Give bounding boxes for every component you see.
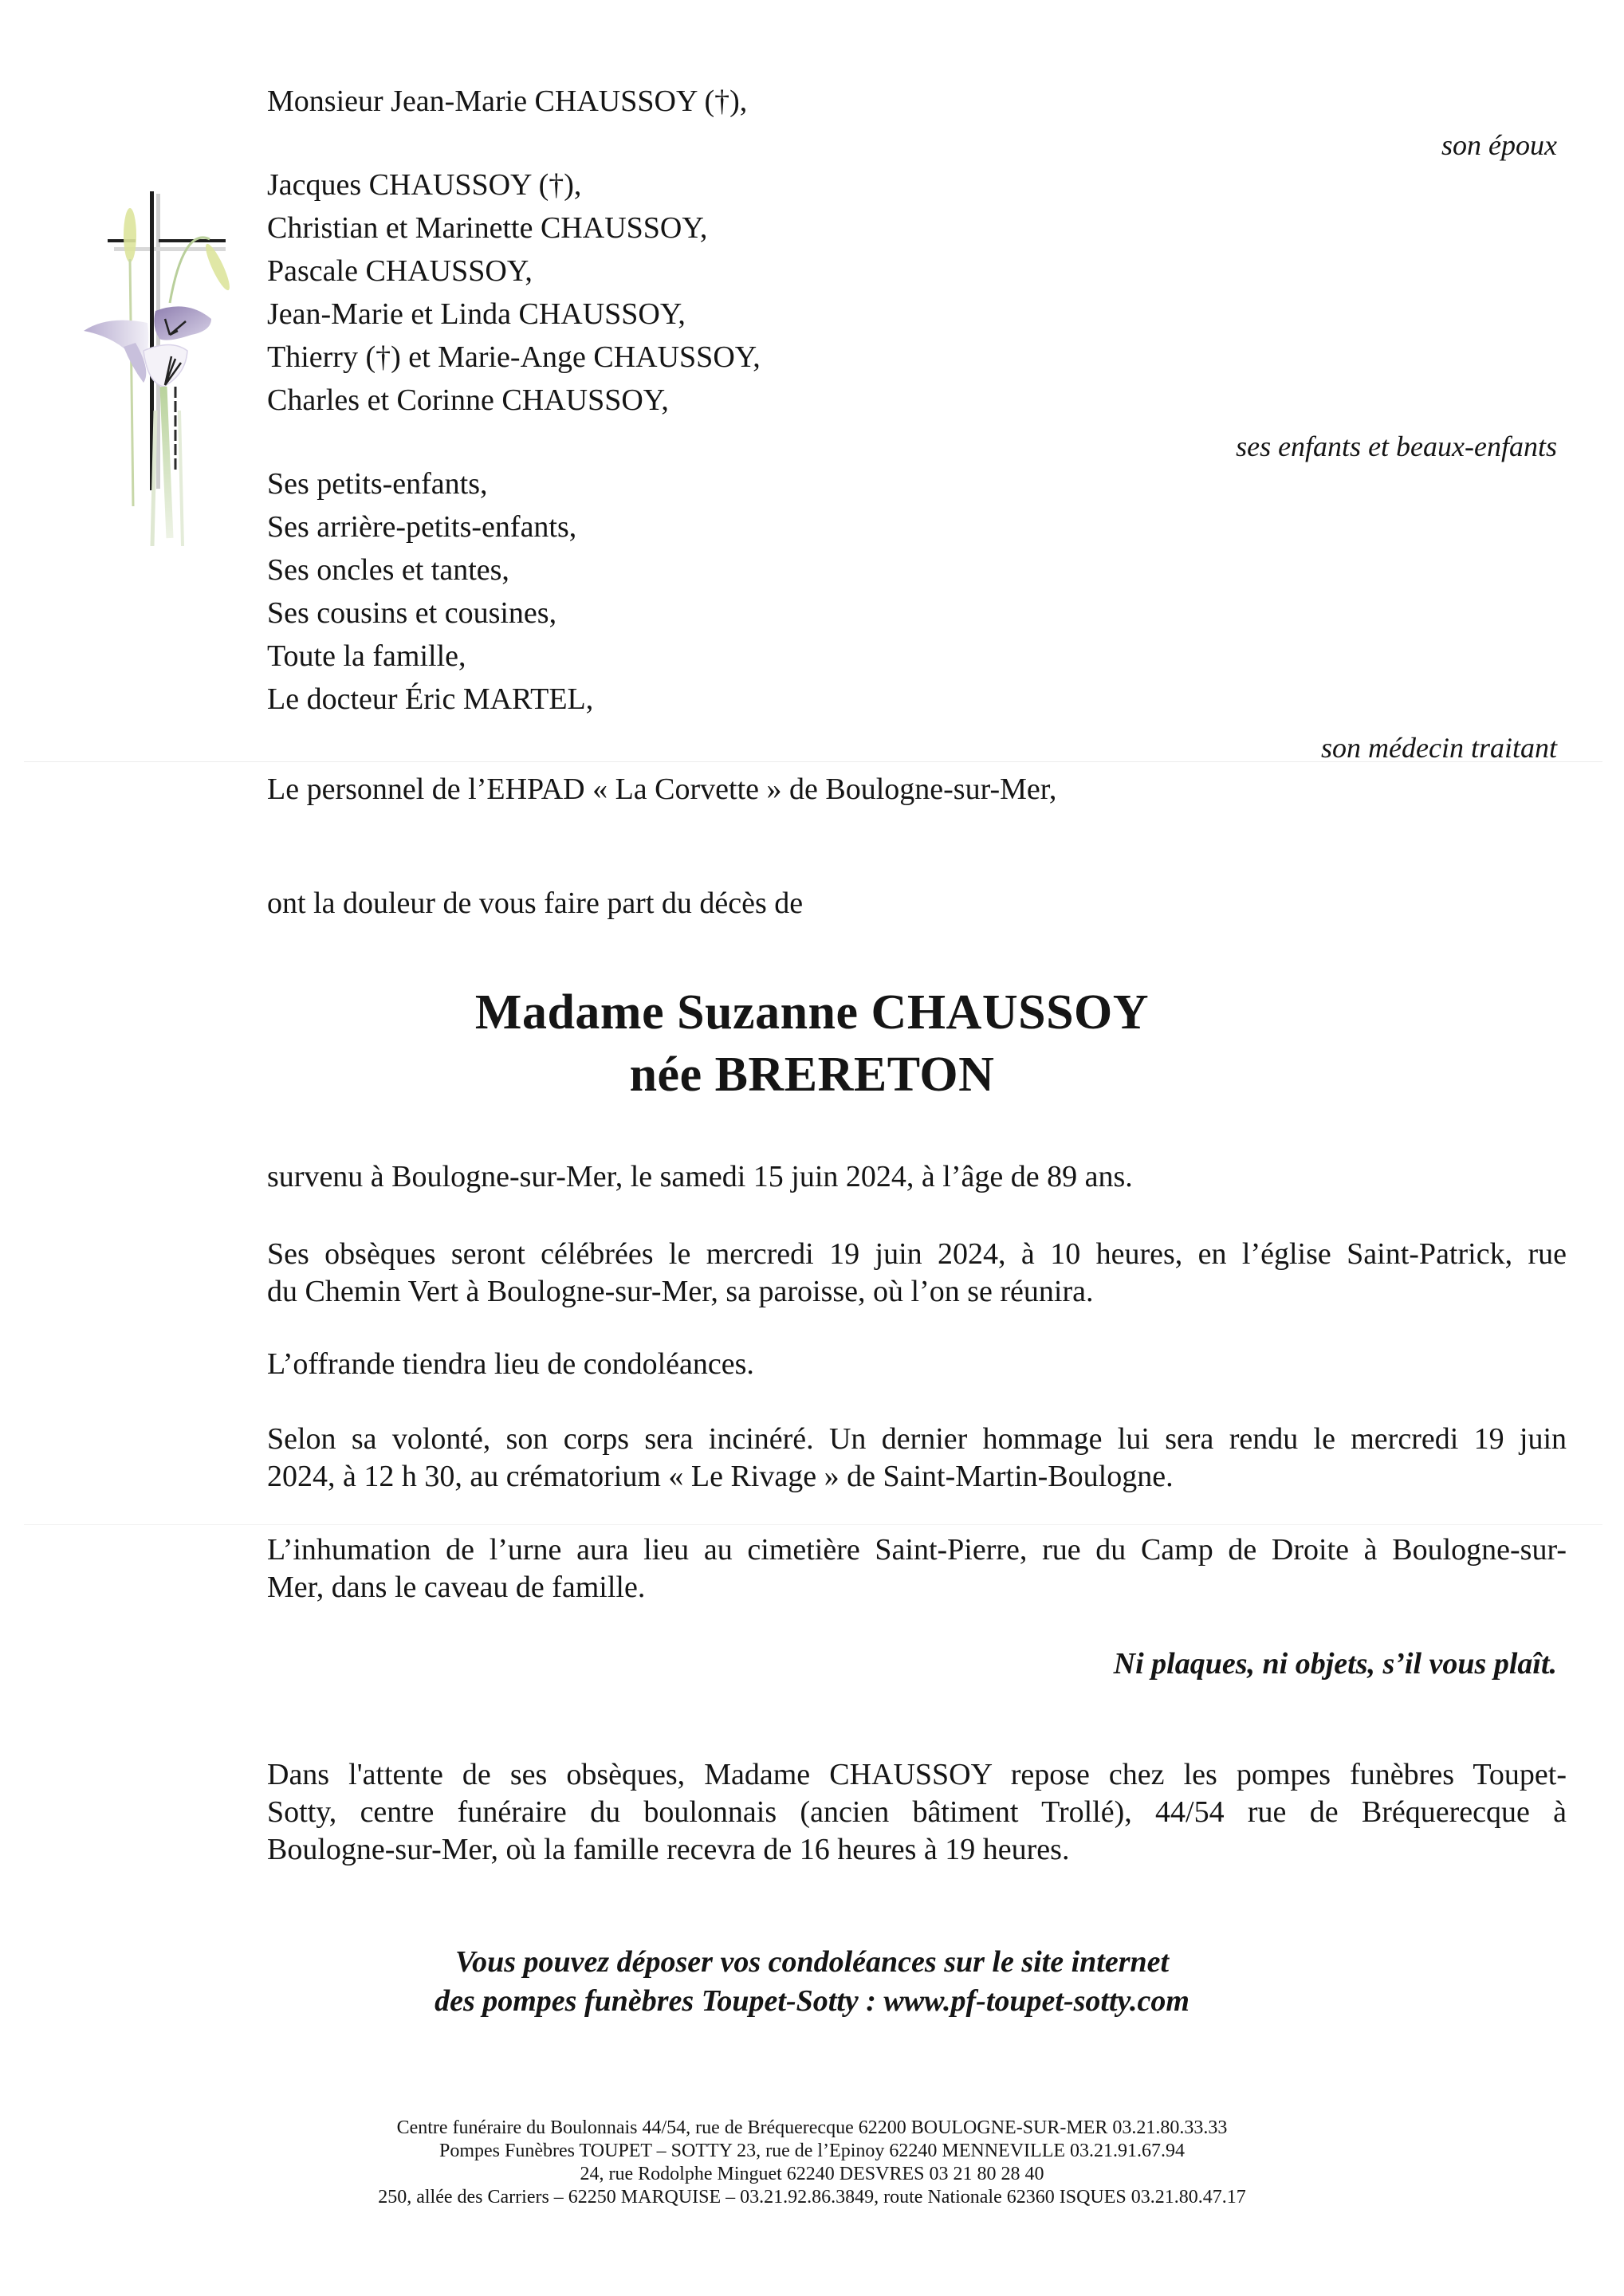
family-line-other: Ses petits-enfants, xyxy=(267,467,488,501)
paragraph-line: du Chemin Vert à Boulogne-sur-Mer, sa paroisse, où l’on se réunira. xyxy=(267,1275,1094,1308)
paragraph-visitation xyxy=(267,1756,1567,1869)
paragraph-offering xyxy=(267,1346,1567,1383)
family-line-staff: Le personnel de l’EHPAD « La Corvette » de Boulogne-sur-Mer, xyxy=(267,773,1057,806)
deceased-maiden-name: née BRERETON xyxy=(629,1048,995,1102)
family-line-spouse: Monsieur Jean-Marie CHAUSSOY (†), xyxy=(267,85,748,118)
family-line-child: Jean-Marie et Linda CHAUSSOY, xyxy=(267,297,686,331)
family-line-child: Jacques CHAUSSOY (†), xyxy=(267,168,582,202)
condolences-link-line[interactable]: des pompes funèbres Toupet-Sotty : www.pf-toupet-sotty.com xyxy=(435,1984,1189,2018)
paragraph-line: Sotty, centre funéraire du boulonnais (ancien bâtiment Trollé), 44/54 rue de Bréquerecque à xyxy=(267,1795,1567,1829)
family-line-child: Pascale CHAUSSOY, xyxy=(267,254,533,288)
family-line-other: Ses cousins et cousines, xyxy=(267,596,557,630)
footer-line: Centre funéraire du Boulonnais 44/54, rue de Bréquerecque 62200 BOULOGNE-SUR-MER 03.21.80.33.33 xyxy=(396,2117,1228,2138)
family-line-child: Charles et Corinne CHAUSSOY, xyxy=(267,383,669,417)
role-label-children: ses enfants et beaux-enfants xyxy=(1236,431,1557,462)
paragraph-line: L’offrande tiendra lieu de condoléances. xyxy=(267,1347,754,1381)
paragraph-funeral xyxy=(267,1236,1567,1311)
role-label-doctor: son médecin traitant xyxy=(1321,732,1557,764)
paragraph-line: Ses obsèques seront célébrées le mercredi 19 juin 2024, à 10 heures, en l’église Saint-Patrick, rue xyxy=(267,1237,1567,1271)
footer-contacts xyxy=(0,2117,1624,2209)
announcement-text: ont la douleur de vous faire part du décès de xyxy=(267,887,804,920)
paragraph-line: survenu à Boulogne-sur-Mer, le samedi 15 juin 2024, à l’âge de 89 ans. xyxy=(267,1160,1133,1193)
scan-artifact-line xyxy=(24,1524,1602,1525)
footer-line: 250, allée des Carriers – 62250 MARQUISE – 03.21.92.86.3849, route Nationale 62360 ISQUES 03.21.80.47.17 xyxy=(378,2187,1246,2208)
condolences-line: Vous pouvez déposer vos condoléances sur le site internet xyxy=(454,1945,1170,1979)
footer-line: Pompes Funèbres TOUPET – SOTTY 23, rue de l’Epinoy 62240 MENNEVILLE 03.21.91.67.94 xyxy=(438,2141,1186,2161)
paragraph-death xyxy=(267,1158,1567,1196)
role-label-spouse: son époux xyxy=(1441,129,1557,161)
deceased-name: Madame Suzanne CHAUSSOY xyxy=(474,985,1150,1040)
paragraph-line: Dans l'attente de ses obsèques, Madame CHAUSSOY repose chez les pompes funèbres Toupet- xyxy=(267,1758,1567,1791)
family-line-other: Ses arrière-petits-enfants, xyxy=(267,510,577,544)
family-line-child: Christian et Marinette CHAUSSOY, xyxy=(267,211,708,245)
family-line-other: Ses oncles et tantes, xyxy=(267,553,509,587)
family-line-child: Thierry (†) et Marie-Ange CHAUSSOY, xyxy=(267,340,761,374)
paragraph-line: L’inhumation de l’urne aura lieu au cimetière Saint-Pierre, rue du Camp de Droite à Boulogne-sur- xyxy=(267,1533,1567,1567)
paragraph-cremation xyxy=(267,1421,1567,1496)
paragraph-burial xyxy=(267,1531,1567,1606)
cross-with-calla-lilies-icon xyxy=(76,171,235,554)
family-line-other: Le docteur Éric MARTEL, xyxy=(267,682,594,716)
no-flowers-notice: Ni plaques, ni objets, s’il vous plaît. xyxy=(1113,1647,1557,1681)
paragraph-line: Mer, dans le caveau de famille. xyxy=(267,1571,646,1604)
paragraph-line: Selon sa volonté, son corps sera incinéré. Un dernier hommage lui sera rendu le mercredi 19 juin xyxy=(267,1422,1567,1456)
paragraph-line: Boulogne-sur-Mer, où la famille recevra de 16 heures à 19 heures. xyxy=(267,1833,1070,1866)
family-line-other: Toute la famille, xyxy=(267,639,466,673)
footer-line: 24, rue Rodolphe Minguet 62240 DESVRES 03 21 80 28 40 xyxy=(580,2164,1044,2184)
paragraph-line: 2024, à 12 h 30, au crématorium « Le Rivage » de Saint-Martin-Boulogne. xyxy=(267,1460,1174,1493)
